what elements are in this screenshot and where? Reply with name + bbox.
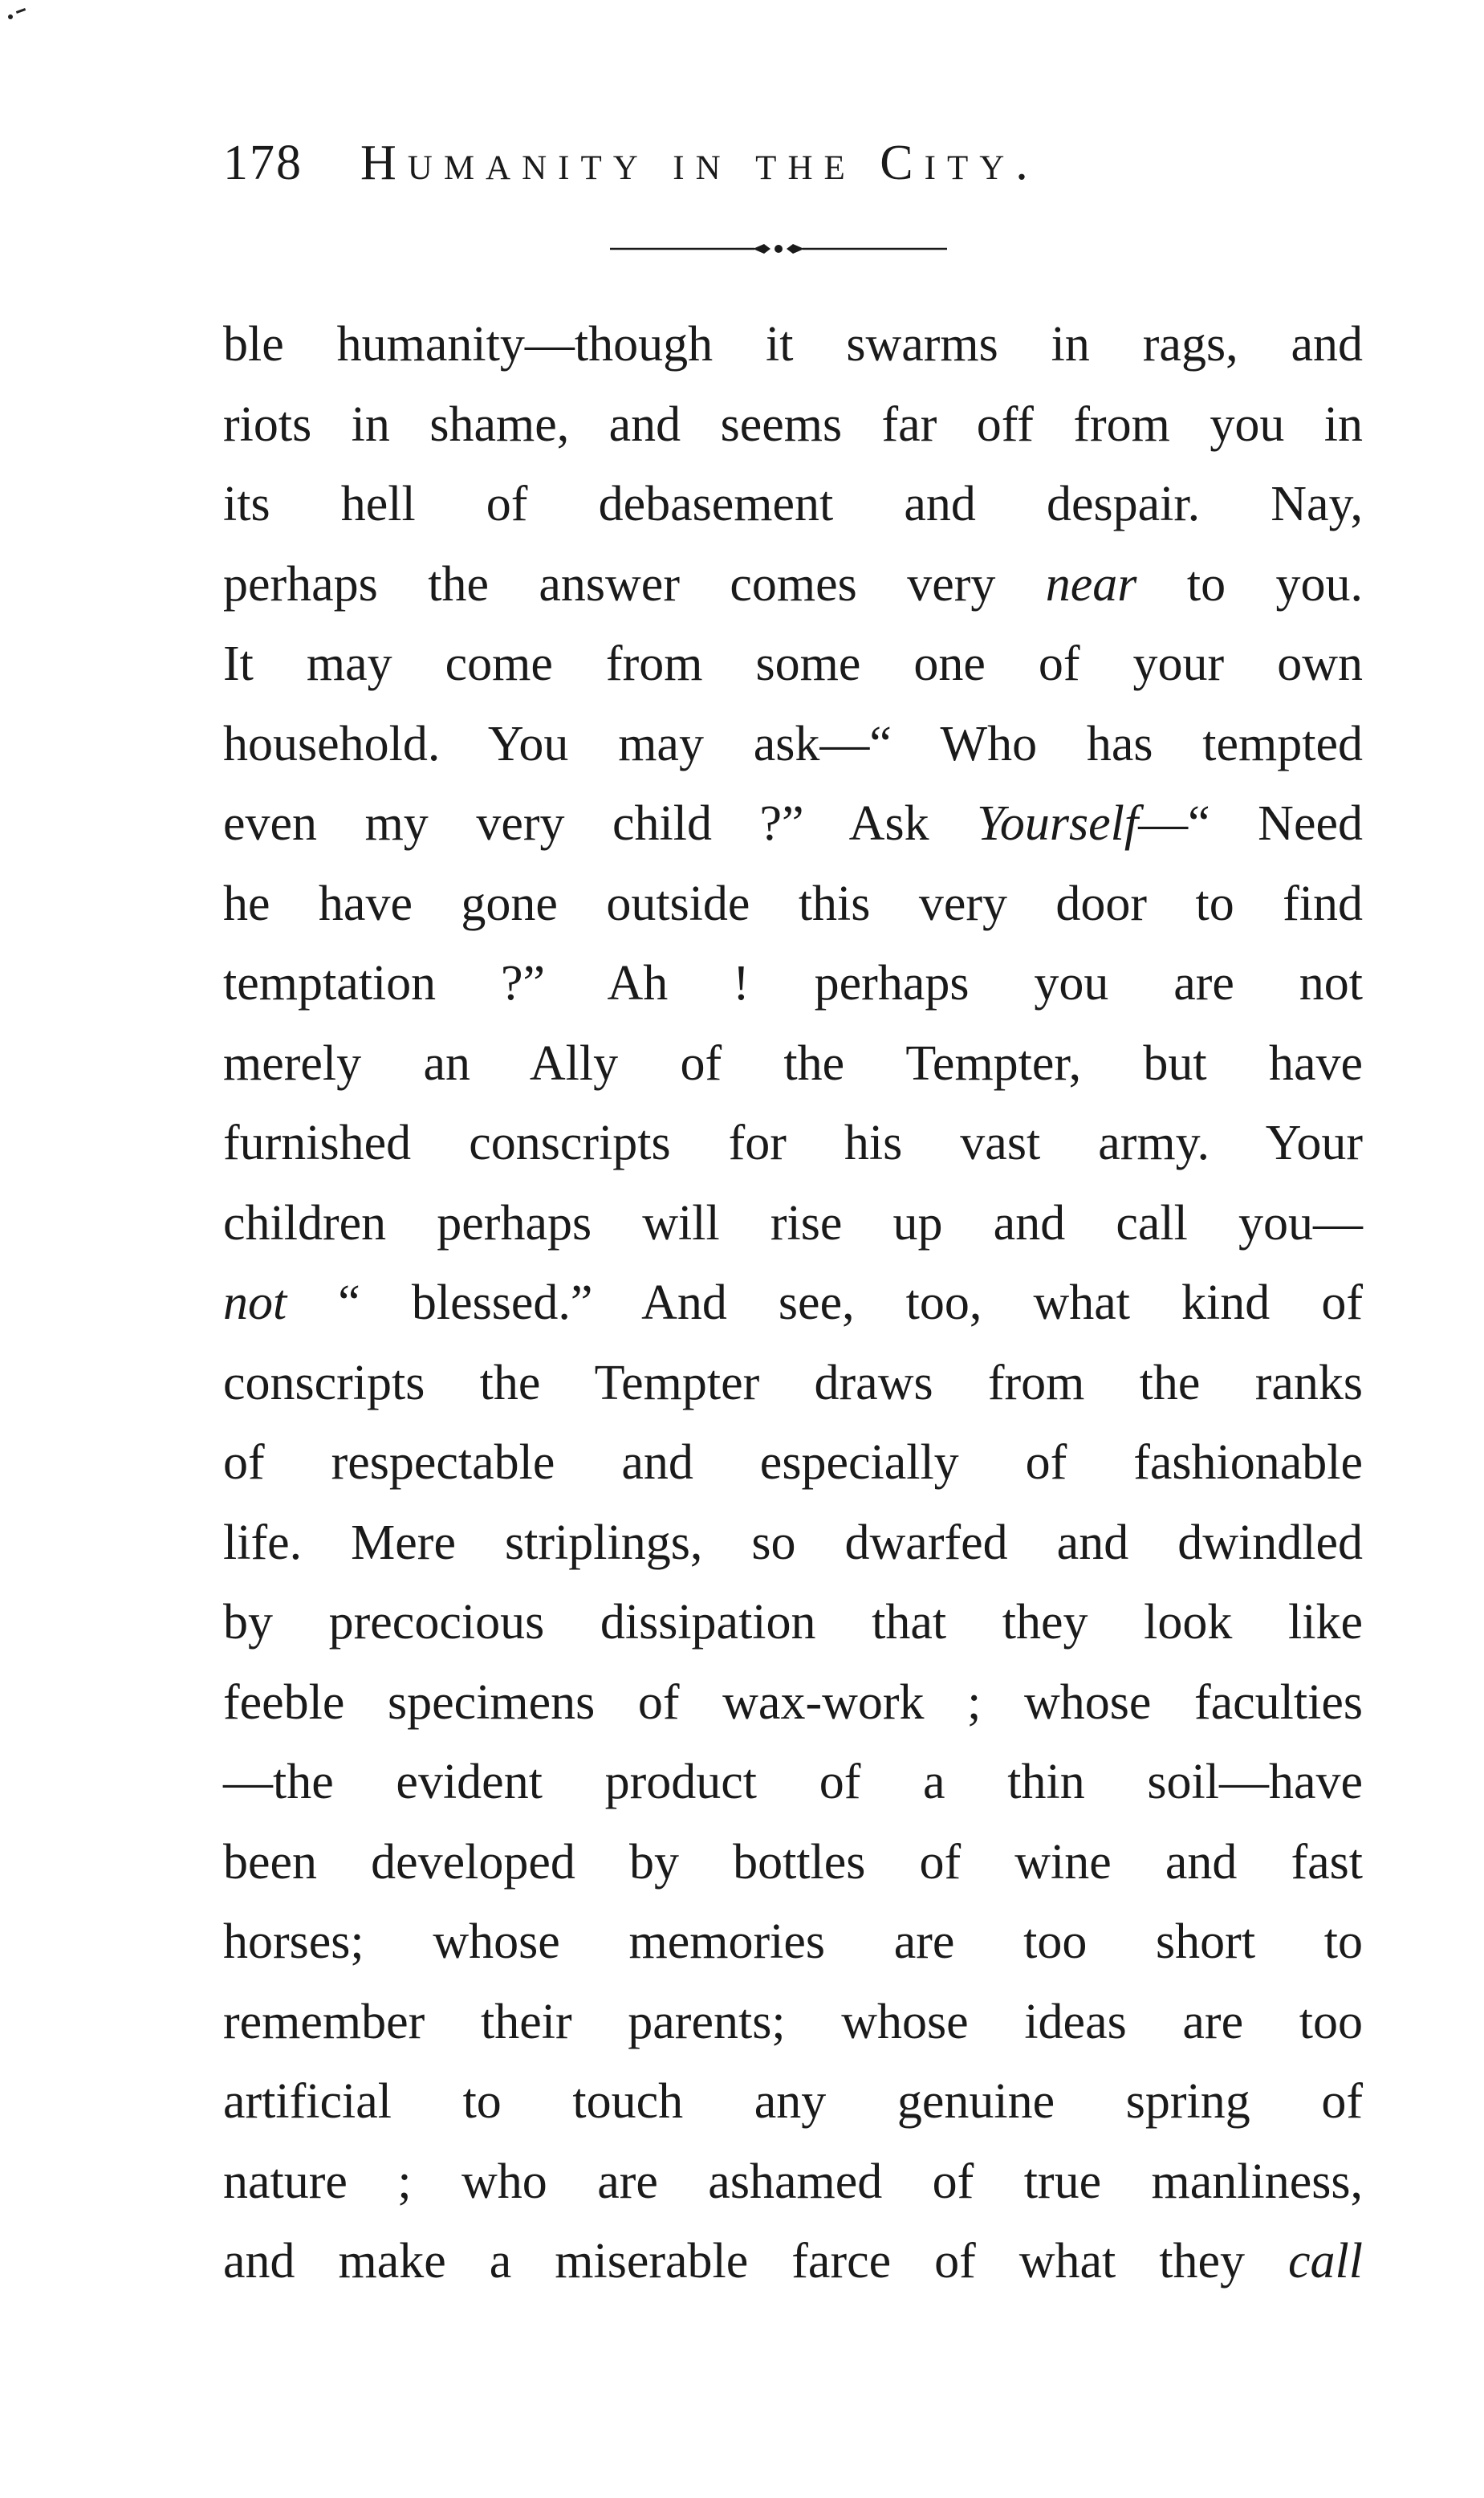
- ink-speck: [16, 8, 26, 14]
- text-segment: It may come from some one of your own: [223, 637, 1363, 691]
- italic-text: call: [1288, 2234, 1363, 2288]
- text-segment: and make a miserable farce of what they: [223, 2234, 1289, 2288]
- ornament-rule-icon: [610, 241, 947, 257]
- text-line: [223, 1902, 1363, 1983]
- text-segment: household. You may ask—“ Who has tempted: [223, 716, 1363, 771]
- text-line: [223, 1263, 1363, 1344]
- text-line: [223, 1983, 1363, 2063]
- text-segment: children perhaps will rise up and call you—: [223, 1195, 1363, 1251]
- text-line: [223, 2142, 1363, 2223]
- text-segment: ble humanity—though it swarms in rags, and: [223, 317, 1363, 372]
- text-segment: even my very child ?” Ask: [223, 796, 978, 851]
- text-line: [223, 1583, 1363, 1663]
- italic-text: not: [223, 1275, 287, 1330]
- text-segment: —“ Need: [1138, 796, 1363, 851]
- text-line: [223, 784, 1363, 865]
- text-line: [223, 1104, 1363, 1184]
- text-segment: artificial to touch any genuine spring of: [223, 2074, 1363, 2129]
- text-segment: its hell of debasement and despair. Nay,: [223, 477, 1363, 531]
- text-segment: feeble specimens of wax-work ; whose faculties: [223, 1674, 1363, 1730]
- text-line: [223, 1024, 1363, 1105]
- text-line: [223, 2222, 1363, 2302]
- text-segment: to you.: [1136, 556, 1363, 612]
- text-line: [223, 1344, 1363, 1424]
- text-line: [223, 705, 1363, 785]
- text-line: [223, 2062, 1363, 2142]
- running-header: [223, 135, 1266, 207]
- text-segment: —the evident product of a thin soil—have: [223, 1755, 1363, 1809]
- text-segment: nature ; who are ashamed of true manliness,: [223, 2154, 1363, 2209]
- text-line: [223, 465, 1363, 545]
- text-line: [223, 545, 1363, 625]
- text-line: [223, 1503, 1363, 1584]
- ink-speck: [8, 14, 13, 19]
- text-segment: furnished conscripts for his vast army. Your: [223, 1116, 1363, 1170]
- text-segment: riots in shame, and seems far off from you in: [223, 397, 1363, 452]
- running-title: Humanity in the City.: [360, 136, 1039, 190]
- text-segment: perhaps the answer comes very: [223, 556, 1046, 612]
- text-line: [223, 1823, 1363, 1903]
- text-line: [223, 865, 1363, 945]
- text-segment: horses; whose memories are too short to: [223, 1914, 1363, 1969]
- page-number: 178: [223, 136, 303, 190]
- body-text: [223, 305, 1363, 2302]
- text-line: [223, 1663, 1363, 1743]
- text-segment: he have gone outside this very door to find: [223, 876, 1363, 931]
- text-line: [223, 944, 1363, 1024]
- text-line: [223, 1743, 1363, 1823]
- text-line: [223, 1423, 1363, 1503]
- text-line: [223, 1184, 1363, 1264]
- text-segment: merely an Ally of the Tempter, but have: [223, 1035, 1363, 1091]
- text-segment: by precocious dissipation that they look like: [223, 1595, 1363, 1650]
- text-segment: conscripts the Tempter draws from the ranks: [223, 1355, 1363, 1410]
- text-segment: temptation ?” Ah ! perhaps you are not: [223, 956, 1363, 1011]
- text-line: [223, 624, 1363, 705]
- text-line: [223, 385, 1363, 466]
- text-segment: life. Mere striplings, so dwarfed and dwindled: [223, 1515, 1363, 1570]
- text-segment: been developed by bottles of wine and fast: [223, 1834, 1363, 1890]
- italic-text: near: [1045, 556, 1137, 612]
- italic-text: Yourself: [977, 796, 1139, 851]
- text-segment: of respectable and especially of fashionable: [223, 1435, 1363, 1490]
- text-line: [223, 305, 1363, 385]
- text-segment: “ blessed.” And see, too, what kind of: [287, 1275, 1363, 1330]
- text-segment: remember their parents; whose ideas are too: [223, 1994, 1363, 2049]
